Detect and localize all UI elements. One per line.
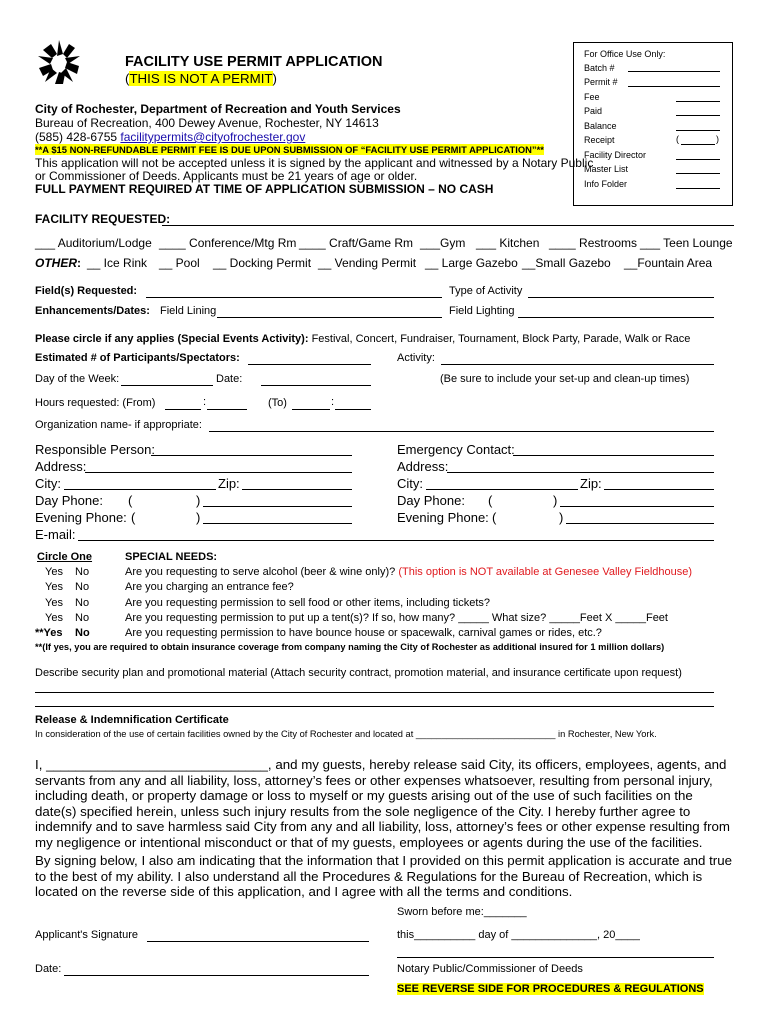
entrance-yes[interactable]: Yes xyxy=(45,581,63,593)
emergency-city-label: City: xyxy=(397,476,423,491)
facility-option-ice-rink[interactable]: __ Ice Rink xyxy=(87,256,148,270)
office-receipt-open: ( xyxy=(676,134,679,144)
type-of-activity-line[interactable] xyxy=(528,297,714,298)
day-of-week-label: Day of the Week: xyxy=(35,373,120,385)
alcohol-no[interactable]: No xyxy=(75,566,90,578)
participants-line[interactable] xyxy=(248,364,371,365)
not-permit-close: ) xyxy=(272,71,277,86)
sell-yes[interactable]: Yes xyxy=(45,597,63,609)
zip-label: Zip: xyxy=(218,476,240,491)
facility-option-auditorium[interactable]: ___ Auditorium/Lodge xyxy=(35,236,152,250)
emergency-day-phone-open-paren: ( xyxy=(488,493,493,508)
organization-label: Organization name- if appropriate: xyxy=(35,419,202,431)
hours-to-hour-line[interactable] xyxy=(292,409,330,410)
facility-option-docking[interactable]: __ Docking Permit xyxy=(213,256,312,270)
facility-option-fountain[interactable]: __Fountain Area xyxy=(624,256,713,270)
emergency-day-phone-close-paren: ) xyxy=(553,493,558,508)
entrance-question: Are you charging an entrance fee? xyxy=(125,581,294,593)
alcohol-question-text: Are you requesting to serve alcohol (beer & wine only)? xyxy=(125,566,396,578)
emergency-evening-phone-label: Evening Phone: xyxy=(397,510,489,525)
office-receipt-line[interactable] xyxy=(681,144,715,145)
office-receipt-label: Receipt xyxy=(584,135,615,145)
responsible-person-line[interactable] xyxy=(151,455,352,456)
zip-line[interactable] xyxy=(242,489,352,490)
notary-label: Notary Public/Commissioner of Deeds xyxy=(397,963,583,975)
evening-phone-line[interactable] xyxy=(203,523,352,524)
hours-to-colon: : xyxy=(331,396,335,408)
facility-option-conference[interactable]: ____ Conference/Mtg Rm xyxy=(159,236,297,250)
alcohol-question xyxy=(125,566,692,578)
emergency-day-phone-line[interactable] xyxy=(560,506,714,507)
field-lining-line[interactable] xyxy=(217,317,442,318)
acknowledgement-paragraph: By signing below, I also am indicating that the information that I provided on this permit application is accurate and true to the best of my ability. I also understand all the Procedures & Regulations for the Bureau of Recreation, which is located on the reverse side of this application, and I agree with all the terms and conditions. xyxy=(35,853,733,900)
emergency-zip-line[interactable] xyxy=(604,489,714,490)
alcohol-yes[interactable]: Yes xyxy=(45,566,63,578)
day-of-week-line[interactable] xyxy=(121,385,213,386)
notary-notice-line2: or Commissioner of Deeds. Applicants must be 21 years of age or older. xyxy=(35,169,418,183)
release-consideration: In consideration of the use of certain facilities owned by the City of Rochester and located at ___________________________ in Rochester, New York. xyxy=(35,729,657,739)
applicant-signature-label: Applicant's Signature xyxy=(35,929,138,941)
department-email-link[interactable]: facilitypermits@cityofrochester.gov xyxy=(120,130,306,144)
office-paid-line[interactable] xyxy=(676,115,720,116)
sell-question: Are you requesting permission to sell food or other items, including tickets? xyxy=(125,597,491,609)
city-label: City: xyxy=(35,476,61,491)
sell-no[interactable]: No xyxy=(75,597,90,609)
office-batch-line[interactable] xyxy=(628,71,720,72)
email-label: E-mail: xyxy=(35,527,76,542)
office-infofolder-label: Info Folder xyxy=(584,179,628,189)
organization-line[interactable] xyxy=(209,431,714,432)
evening-phone-close-paren: ) xyxy=(196,510,201,525)
date-signed-line[interactable] xyxy=(64,975,369,976)
city-logo xyxy=(33,36,85,88)
sworn-before-me: Sworn before me:_______ xyxy=(397,906,527,918)
office-masterlist-line[interactable] xyxy=(676,173,720,174)
special-events-line xyxy=(35,333,690,345)
fields-requested-label: Field(s) Requested: xyxy=(35,285,138,297)
notary-date-line[interactable]: this__________ day of ______________, 20____ xyxy=(397,929,640,941)
office-permit-label: Permit # xyxy=(584,77,618,87)
office-permit-line[interactable] xyxy=(628,86,720,87)
department-phone: (585) 428-6755 xyxy=(35,130,118,144)
date-label: Date: xyxy=(216,373,243,385)
fields-requested-line[interactable] xyxy=(146,297,442,298)
day-phone-line[interactable] xyxy=(203,506,352,507)
special-events-label: Please circle if any applies (Special Events Activity): xyxy=(35,333,309,345)
activity-label: Activity: xyxy=(397,352,435,364)
circle-one-label: Circle One xyxy=(37,551,93,563)
emergency-contact-line[interactable] xyxy=(513,455,714,456)
participants-label: Estimated # of Participants/Spectators: xyxy=(35,352,240,364)
hours-from-label: Hours requested: (From) xyxy=(35,397,156,409)
notary-notice-line1: This application will not be accepted unless it is signed by the applicant and witnessed by a Notary Public xyxy=(35,156,594,170)
day-phone-close-paren: ) xyxy=(196,493,201,508)
city-line[interactable] xyxy=(64,489,216,490)
entrance-no[interactable]: No xyxy=(75,581,90,593)
enhancements-label: Enhancements/Dates: xyxy=(35,305,150,317)
fee-notice: **A $15 NON-REFUNDABLE PERMIT FEE IS DUE UPON SUBMISSION OF “FACILITY USE PERMIT APPLICATION”** xyxy=(35,144,544,155)
date-line[interactable] xyxy=(261,385,371,386)
alcohol-note: (This option is NOT available at Genesee Valley Fieldhouse) xyxy=(398,566,693,578)
office-masterlist-label: Master List xyxy=(584,164,629,174)
security-plan-line-2[interactable] xyxy=(35,706,714,707)
not-permit-note xyxy=(125,71,277,86)
tent-yes[interactable]: Yes xyxy=(45,612,63,624)
field-lighting-line[interactable] xyxy=(518,317,714,318)
form-title: FACILITY USE PERMIT APPLICATION xyxy=(125,54,383,70)
date-signed-label: Date: xyxy=(35,963,62,975)
other-label-text: OTHER xyxy=(35,256,77,270)
address-label: Address: xyxy=(35,459,87,474)
office-balance-line[interactable] xyxy=(676,130,720,131)
release-paragraph: I, ______________________________, and my guests, hereby release said City, its officers, employees, agents, and servants from any and all liability, loss, attorney’s fees or other expenses whatsoever, resulting from personal injury, including death, or property damage or loss to myself or my guests arising out of the use of such facilities on the date(s) specified herein, unless such injury results from the sole negligence of the City. I hereby further agree to indemnify and to save harmless said City from any and all liability, loss, attorney’s fees or other expense resulting from my negligence or intentional misconduct or that of my guests, employees or agents during the use of the facilities. xyxy=(35,757,730,850)
other-label-colon: : xyxy=(77,256,81,270)
facility-option-kitchen[interactable]: ___ Kitchen xyxy=(476,236,540,250)
email-line[interactable] xyxy=(78,540,714,541)
evening-phone-label: Evening Phone: xyxy=(35,510,127,525)
emergency-address-line[interactable] xyxy=(447,472,714,473)
special-events-options[interactable]: Festival, Concert, Fundraiser, Tournament, Block Party, Parade, Walk or Race xyxy=(311,333,691,345)
facility-option-small-gazebo[interactable]: __Small Gazebo xyxy=(522,256,611,270)
office-batch-label: Batch # xyxy=(584,63,615,73)
facility-requested-label: FACILITY REQUESTED: xyxy=(35,212,171,226)
payment-notice: FULL PAYMENT REQUIRED AT TIME OF APPLICATION SUBMISSION – NO CASH xyxy=(35,182,494,196)
insurance-note: **(If yes, you are required to obtain insurance coverage from company naming the City of Rochester as additional insured for 1 million dollars) xyxy=(35,642,665,652)
responsible-person-label: Responsible Person: xyxy=(35,442,155,457)
hours-from-colon: : xyxy=(203,396,207,408)
hours-from-hour-line[interactable] xyxy=(165,409,201,410)
office-fee-line[interactable] xyxy=(676,101,720,102)
emergency-city-line[interactable] xyxy=(426,489,578,490)
address-line[interactable] xyxy=(85,472,352,473)
emergency-address-label: Address: xyxy=(397,459,449,474)
facility-option-pool[interactable]: __ Pool xyxy=(159,256,200,270)
facility-option-gym[interactable]: ___Gym xyxy=(420,236,466,250)
evening-phone-open-paren: ( xyxy=(131,510,136,525)
office-use-box xyxy=(573,42,733,206)
office-balance-label: Balance xyxy=(584,121,617,131)
see-reverse-notice: SEE REVERSE SIDE FOR PROCEDURES & REGULATIONS xyxy=(397,983,704,995)
emergency-evening-phone-line[interactable] xyxy=(566,523,714,524)
facility-option-teen-lounge[interactable]: ___ Teen Lounge xyxy=(640,236,733,250)
release-heading: Release & Indemnification Certificate xyxy=(35,714,229,726)
security-plan-label: Describe security plan and promotional material (Attach security contract, promotion material, and insurance certificate upon request) xyxy=(35,667,682,679)
facility-option-craft[interactable]: ____ Craft/Game Rm xyxy=(299,236,414,250)
type-of-activity-label: Type of Activity xyxy=(449,285,523,297)
notary-signature-line[interactable] xyxy=(397,957,714,958)
office-director-label: Facility Director xyxy=(584,150,647,160)
activity-line[interactable] xyxy=(441,364,714,365)
bounce-yes[interactable]: **Yes xyxy=(35,627,63,639)
bounce-no[interactable]: No xyxy=(75,627,90,639)
office-director-line[interactable] xyxy=(676,159,720,160)
facility-option-restrooms[interactable]: ____ Restrooms xyxy=(549,236,638,250)
security-plan-line-1[interactable] xyxy=(35,692,714,693)
office-fee-label: Fee xyxy=(584,92,600,102)
facility-option-vending[interactable]: __ Vending Permit xyxy=(318,256,417,270)
day-phone-label: Day Phone: xyxy=(35,493,103,508)
day-phone-open-paren: ( xyxy=(128,493,133,508)
department-contact xyxy=(35,130,305,144)
setup-note: (Be sure to include your set-up and clean-up times) xyxy=(440,373,690,385)
hours-to-label: (To) xyxy=(268,397,287,409)
field-lighting-label: Field Lighting xyxy=(449,305,515,317)
not-permit-text: THIS IS NOT A PERMIT xyxy=(129,71,273,86)
field-lining-label: Field Lining xyxy=(160,305,217,317)
facility-requested-line[interactable] xyxy=(162,225,734,226)
department-name: City of Rochester, Department of Recreation and Youth Services xyxy=(35,102,401,116)
tent-no[interactable]: No xyxy=(75,612,90,624)
office-infofolder-line[interactable] xyxy=(676,188,720,189)
applicant-signature-line[interactable] xyxy=(147,941,369,942)
special-needs-heading: SPECIAL NEEDS: xyxy=(125,551,218,563)
office-paid-label: Paid xyxy=(584,106,603,116)
emergency-zip-label: Zip: xyxy=(580,476,602,491)
bounce-question: Are you requesting permission to have bounce house or spacewalk, carnival games or rides, etc.? xyxy=(125,627,602,639)
emergency-contact-label: Emergency Contact: xyxy=(397,442,515,457)
office-receipt-close: ) xyxy=(716,134,719,144)
emergency-evening-phone-close-paren: ) xyxy=(559,510,564,525)
other-label xyxy=(35,256,81,270)
office-use-title: For Office Use Only: xyxy=(584,49,666,59)
emergency-day-phone-label: Day Phone: xyxy=(397,493,465,508)
department-address: Bureau of Recreation, 400 Dewey Avenue, Rochester, NY 14613 xyxy=(35,116,379,130)
tent-question: Are you requesting permission to put up a tent(s)? If so, how many? _____ What size? _____Feet X _____Feet xyxy=(125,612,668,624)
hours-from-minute-line[interactable] xyxy=(207,409,247,410)
hours-to-minute-line[interactable] xyxy=(335,409,371,410)
facility-option-large-gazebo[interactable]: __ Large Gazebo xyxy=(425,256,518,270)
not-permit-open: ( xyxy=(125,71,130,86)
emergency-evening-phone-open-paren: ( xyxy=(492,510,497,525)
